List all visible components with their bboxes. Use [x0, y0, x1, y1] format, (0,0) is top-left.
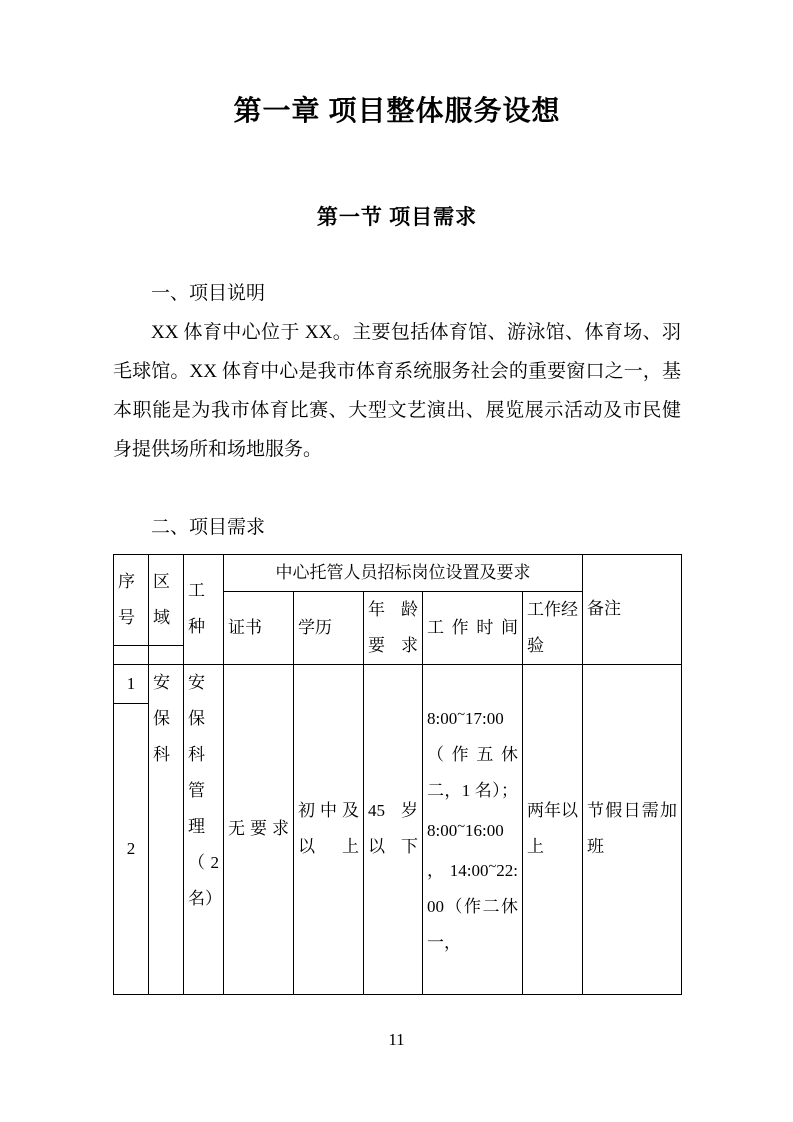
work-time-segment-3: 16:00 ，14:00: [427, 821, 504, 881]
header-cell-education: 学历: [294, 591, 364, 664]
header-cell-work-time: 工作时间: [423, 591, 523, 664]
subsection-heading-one: 一、项目说明: [151, 282, 266, 304]
requirements-table: [113, 554, 682, 995]
work-time-segment-1: 8:00: [427, 709, 458, 729]
header-cell-job: 工种: [184, 554, 224, 664]
work-time-segment-4: 22:00（作二休一，: [427, 861, 518, 953]
header-cell-note: 备注: [583, 554, 682, 664]
header-spacer-no: [114, 645, 149, 664]
header-spacer-area: [149, 645, 184, 664]
cell-note: 节假日需加班: [583, 664, 682, 994]
header-cell-group-title: 中心托管人员招标岗位设置及要求: [224, 554, 583, 591]
tilde-icon-1: ~: [457, 707, 466, 723]
project-description-paragraph: XX 体育中心位于 XX。主要包括体育馆、游泳馆、体育场、羽毛球馆。XX 体育中心是我市体育系统服务社会的重要窗口之一，基本职能是为我市体育比赛、大型文艺演出、展览展示活动及市民健身提供场所和场地服务。: [113, 321, 681, 460]
header-cell-experience: 工作经验: [523, 591, 583, 664]
cell-work-time: [423, 664, 523, 994]
chapter-title: 第一章 项目整体服务设想: [233, 96, 561, 127]
page-number: 11: [388, 1030, 405, 1049]
header-cell-certificate: 证书: [224, 591, 294, 664]
table-row: [114, 664, 682, 703]
cell-no-1: 1: [114, 664, 149, 703]
cell-job: 安保科管理（2名）: [184, 664, 224, 994]
header-cell-age: 年龄要求: [364, 591, 423, 664]
section-title: 第一节 项目需求: [316, 205, 478, 230]
subsection-heading-two: 二、项目需求: [151, 516, 266, 538]
header-cell-area: 区域: [149, 554, 184, 645]
cell-area: 安保科: [149, 664, 184, 994]
cell-age: 45岁以下: [364, 664, 423, 994]
cell-education: 初中及以上: [294, 664, 364, 994]
table-header-row-1: [114, 554, 682, 591]
tilde-icon-2: ~: [457, 819, 466, 836]
cell-no-2: 2: [114, 703, 149, 994]
work-time-segment-2: 17:00（作五休二，1 名）；8:00: [427, 709, 518, 841]
page-content: [113, 0, 681, 995]
cell-certificate: 无要求: [224, 664, 294, 994]
header-cell-no: 序号: [114, 554, 149, 645]
cell-experience: 两年以上: [523, 664, 583, 994]
tilde-icon-3: ~: [488, 859, 497, 876]
